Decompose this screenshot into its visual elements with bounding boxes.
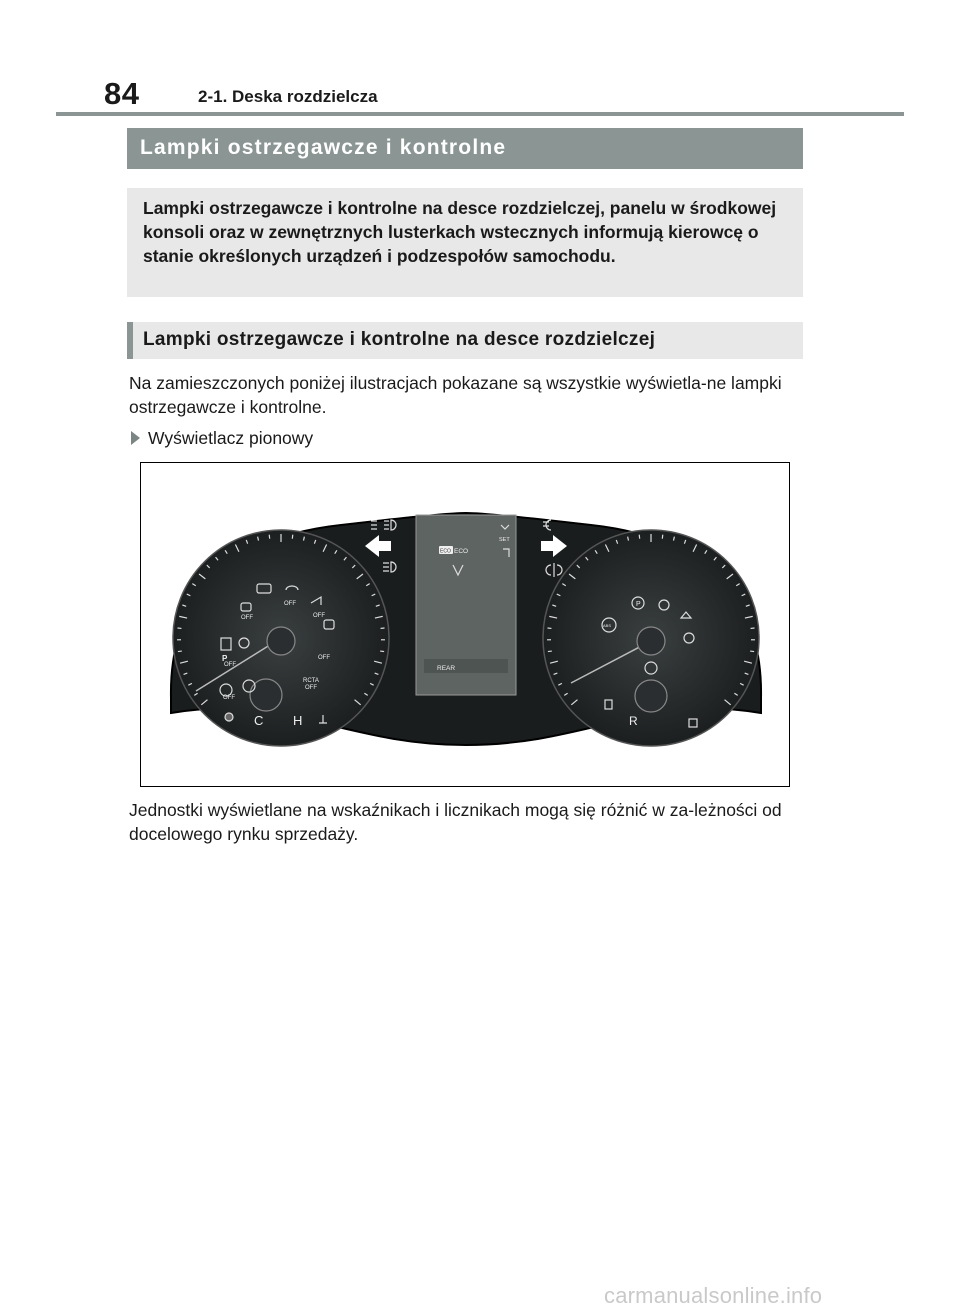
abs-label: ABS (603, 623, 612, 628)
parking-sensor-p-label: P (222, 654, 228, 663)
paragraph-intro-figure: Na zamieszczonych poniżej ilustracjach pokazane są wszystkie wyświetla-ne lampki ostrzegawcze i kontrolne. (129, 373, 782, 417)
gauge-tick (750, 651, 754, 652)
display-eco-badge: ECO (440, 548, 451, 555)
instrument-cluster-illustration (141, 463, 791, 788)
intro-text: Lampki ostrzegawcze i kontrolne na desce rozdzielczej, panelu w środkowej konsoli oraz w zewnętrznych lusterkach wstecznych informują kierowcę o stanie określonych urządzeń i podzespołów samochodu. (143, 198, 777, 266)
off-label-1: OFF (284, 601, 296, 607)
gauge-tick (380, 651, 384, 652)
fuel-gauge-hub (635, 680, 667, 712)
off-label-7: OFF (223, 695, 235, 701)
display-eco-label: ECO (454, 548, 469, 555)
fuel-r-label: R (629, 714, 638, 728)
parking-brake-p-label: P (636, 601, 641, 608)
sensor-dot-icon (225, 713, 233, 721)
intro-box (127, 188, 803, 297)
rcta-label: RCTA (303, 678, 319, 684)
off-label-4: OFF (318, 655, 330, 661)
instrument-cluster-figure (140, 462, 790, 787)
section-header: 2-1. Deska rozdzielcza (198, 87, 378, 106)
temp-cold-label: C (254, 713, 264, 728)
paragraph-units-note: Jednostki wyświetlane na wskaźnikach i licznikach mogą się różnić w za-leżności od docelowego rynku sprzedaży. (129, 800, 782, 844)
off-label-6: OFF (305, 685, 317, 691)
display-set-label: SET (499, 537, 510, 543)
gauge-tick (178, 651, 182, 652)
bullet-arrow-icon (131, 431, 140, 445)
page-number: 84 (104, 76, 140, 111)
title-bar (127, 128, 803, 169)
page-title: Lampki ostrzegawcze i kontrolne (140, 136, 507, 159)
off-label-2: OFF (313, 613, 325, 619)
right-gauge-hub (637, 627, 665, 655)
temp-hot-label: H (293, 713, 303, 728)
subheading: Lampki ostrzegawcze i kontrolne na desce rozdzielczej (143, 329, 656, 350)
bullet-label: Wyświetlacz pionowy (148, 428, 314, 448)
bullet-item (131, 428, 313, 449)
off-label-5: OFF (224, 662, 236, 668)
watermark: carmanualsonline.info (604, 1283, 823, 1308)
subheading-bar (127, 322, 803, 359)
off-label-3: OFF (241, 615, 253, 621)
left-gauge-hub (267, 627, 295, 655)
display-rear-label: REAR (437, 665, 456, 672)
header-divider (56, 112, 904, 116)
gauge-tick (548, 651, 552, 652)
